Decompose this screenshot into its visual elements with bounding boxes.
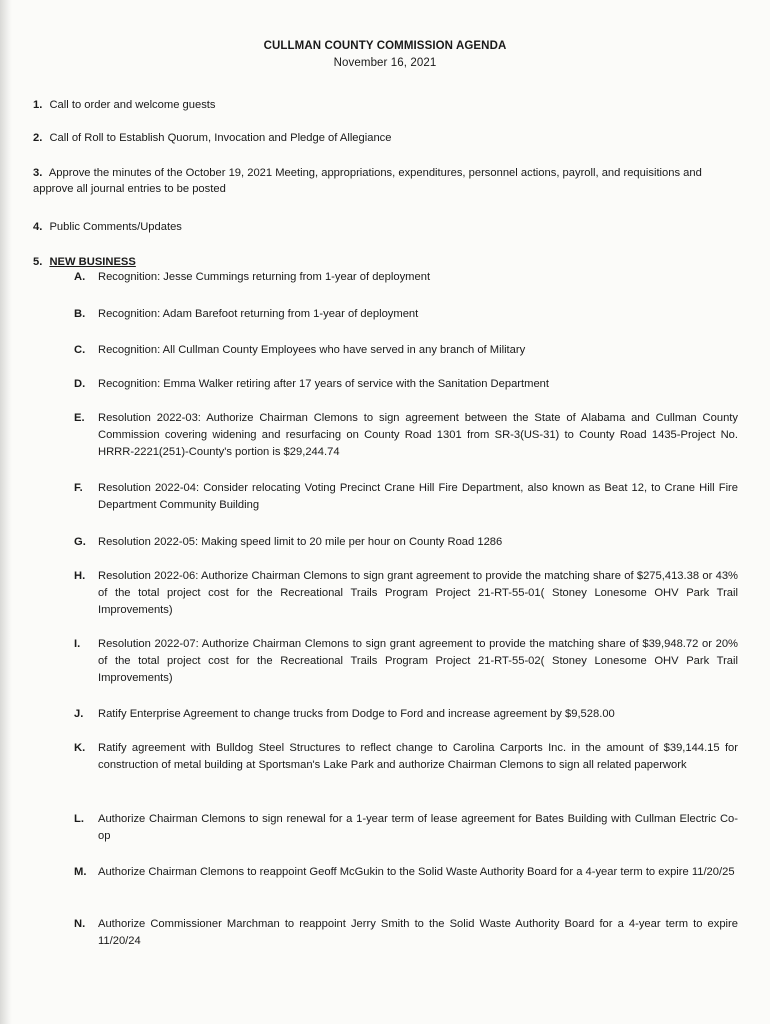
item-letter: E. <box>74 412 85 424</box>
item-number: 1. <box>33 99 43 111</box>
new-business-item-e <box>74 410 738 461</box>
item-letter: A. <box>74 271 86 283</box>
new-business-item-k <box>74 740 738 774</box>
item-text: Resolution 2022-06: Authorize Chairman Clemons to sign grant agreement to provide the matching share of $275,413.38 or 43% of the total project cost for the Recreational Trails Program Project 21-RT-55-01( Stoney Lonesome OHV Park Trail Improvements) <box>98 570 738 616</box>
agenda-item-2 <box>33 130 733 146</box>
item-text: Recognition: Emma Walker retiring after 17 years of service with the Sanitation Department <box>98 378 550 390</box>
new-business-item-n <box>74 916 738 950</box>
item-text: Ratify Enterprise Agreement to change trucks from Dodge to Ford and increase agreement by $9,528.00 <box>98 708 615 720</box>
new-business-heading: NEW BUSINESS <box>49 256 136 268</box>
item-letter: F. <box>74 482 83 494</box>
agenda-item-3 <box>33 165 733 197</box>
new-business-item-d <box>74 376 738 393</box>
item-number: 5. <box>33 256 43 268</box>
agenda-header <box>0 40 770 69</box>
item-text: Approve the minutes of the October 19, 2021 Meeting, appropriations, expenditures, personnel actions, payroll, and requisitions and approve all journal entries to be posted <box>33 167 702 195</box>
new-business-item-l <box>74 811 738 845</box>
scan-edge-shadow <box>0 0 12 1024</box>
item-text: Recognition: Adam Barefoot returning from 1-year of deployment <box>98 308 419 320</box>
new-business-item-h <box>74 568 738 619</box>
item-text: Resolution 2022-07: Authorize Chairman Clemons to sign grant agreement to provide the matching share of $39,948.72 or 20% of the total project cost for the Recreational Trails Program Project 21-RT-55-02( Stoney Lonesome OHV Park Trail Improvements) <box>98 638 738 684</box>
item-text: Call to order and welcome guests <box>49 99 216 111</box>
agenda-item-1 <box>33 97 733 113</box>
item-text: Resolution 2022-05: Making speed limit to 20 mile per hour on County Road 1286 <box>98 536 503 548</box>
item-text: Recognition: All Cullman County Employees who have served in any branch of Military <box>98 344 526 356</box>
item-text: Resolution 2022-03: Authorize Chairman Clemons to sign agreement between the State of Alabama and Cullman County Commission covering widening and resurfacing on County Road 1301 from SR-3(US-31) to County Road 1435-Project No. HRRR-2221(251)-County's portion is $29,244.74 <box>98 412 738 458</box>
item-letter: K. <box>74 742 86 754</box>
item-letter: B. <box>74 308 86 320</box>
item-text: Authorize Chairman Clemons to sign renewal for a 1-year term of lease agreement for Bates Building with Cullman Electric Co-op <box>98 813 738 842</box>
item-letter: C. <box>74 344 86 356</box>
item-letter: N. <box>74 918 86 930</box>
item-number: 3. <box>33 167 43 179</box>
item-number: 4. <box>33 221 43 233</box>
item-letter: M. <box>74 866 87 878</box>
new-business-item-c <box>74 342 738 359</box>
item-letter: G. <box>74 536 86 548</box>
agenda-item-5 <box>33 254 733 270</box>
item-letter: L. <box>74 813 84 825</box>
item-letter: H. <box>74 570 86 582</box>
agenda-item-4 <box>33 219 733 235</box>
new-business-item-a <box>74 269 738 286</box>
agenda-date: November 16, 2021 <box>333 57 437 69</box>
item-text: Public Comments/Updates <box>49 221 182 233</box>
agenda-title: CULLMAN COUNTY COMMISSION AGENDA <box>263 40 507 52</box>
item-text: Call of Roll to Establish Quorum, Invocation and Pledge of Allegiance <box>49 132 392 144</box>
item-text: Resolution 2022-04: Consider relocating Voting Precinct Crane Hill Fire Department, also known as Beat 12, to Crane Hill Fire Department Community Building <box>98 482 738 511</box>
new-business-item-i <box>74 636 738 687</box>
item-text: Authorize Chairman Clemons to reappoint Geoff McGukin to the Solid Waste Authority Board for a 4-year term to expire 11/20/25 <box>98 866 735 878</box>
item-text: Recognition: Jesse Cummings returning from 1-year of deployment <box>98 271 431 283</box>
item-letter: D. <box>74 378 86 390</box>
new-business-item-b <box>74 306 738 323</box>
item-text: Ratify agreement with Bulldog Steel Structures to reflect change to Carolina Carports Inc. in the amount of $39,144.15 for construction of metal building at Sportsman's Lake Park and authorize Chairman Clemons to sign all related paperwork <box>98 742 738 771</box>
item-number: 2. <box>33 132 43 144</box>
new-business-item-g <box>74 534 738 551</box>
new-business-item-j <box>74 706 738 723</box>
item-letter: I. <box>74 638 81 650</box>
new-business-item-m <box>74 864 738 881</box>
item-letter: J. <box>74 708 84 720</box>
new-business-item-f <box>74 480 738 514</box>
item-text: Authorize Commissioner Marchman to reappoint Jerry Smith to the Solid Waste Authority Board for a 4-year term to expire 11/20/24 <box>98 918 738 947</box>
